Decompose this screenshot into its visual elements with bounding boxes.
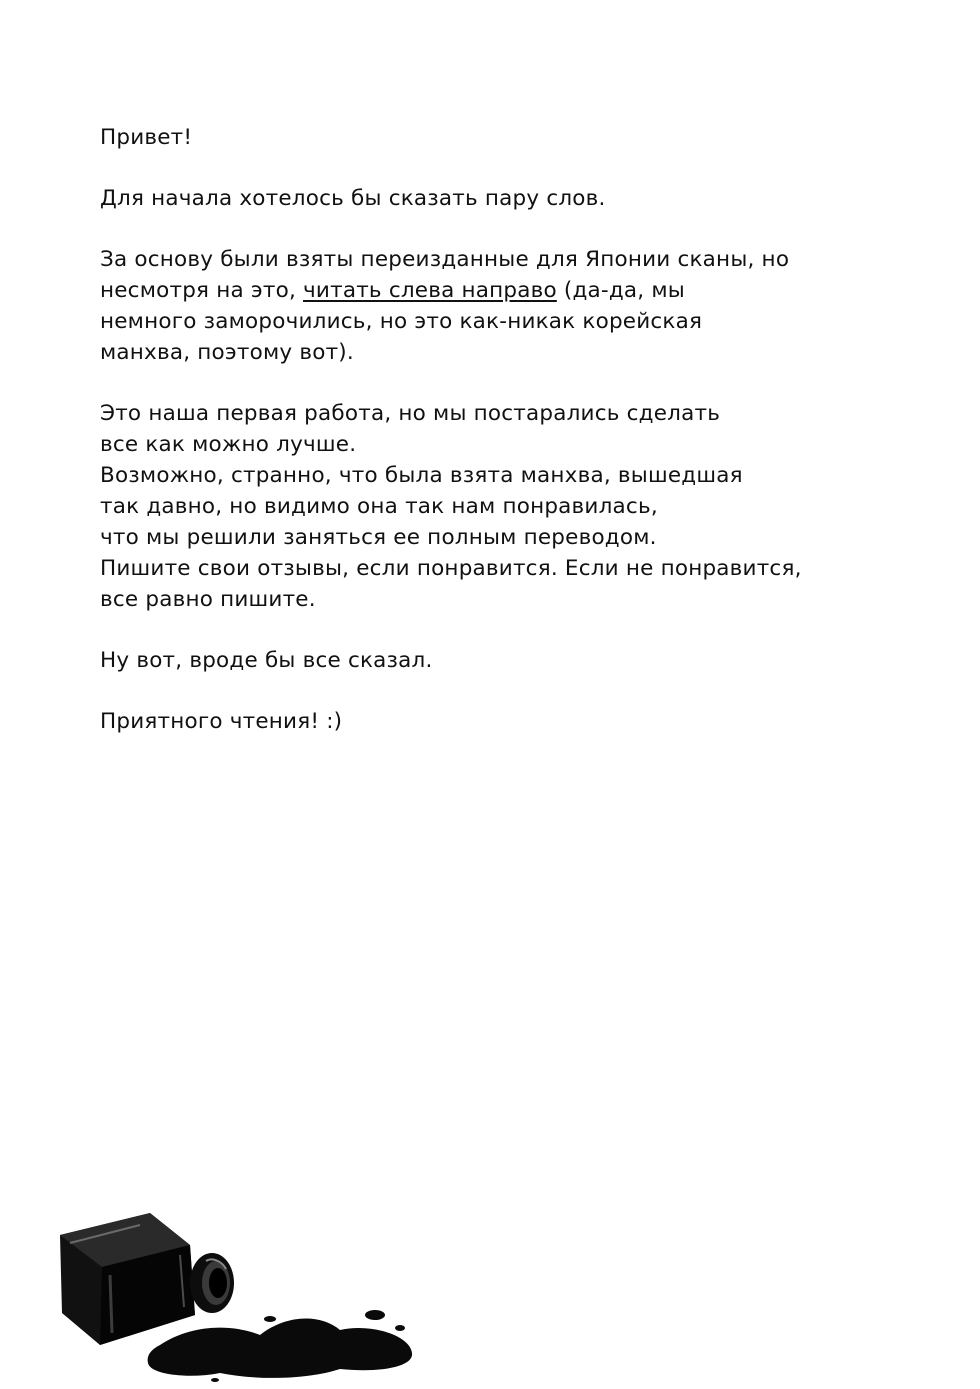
paragraph-1-line-2-start: несмотря на это,: [100, 278, 304, 303]
paragraph-2-line-5: что мы решили заняться ее полным переводом.: [100, 525, 657, 550]
spilled-ink-bottle-icon: [40, 1195, 460, 1385]
greeting: Привет!: [100, 125, 193, 150]
paragraph-1-line-2-end: (да-да, мы: [556, 278, 685, 303]
paragraph-1-line-1: За основу были взяты переизданные для Японии сканы, но: [100, 247, 790, 272]
closing-line: Ну вот, вроде бы все сказал.: [100, 648, 433, 673]
paragraph-2-line-1: Это наша первая работа, но мы постарались сделать: [100, 401, 721, 426]
paragraph-2-line-2: все как можно лучше.: [100, 432, 357, 457]
signoff-line: Приятного чтения! :): [100, 709, 343, 734]
letter-body: [100, 122, 930, 737]
paragraph-2-line-6: Пишите свои отзывы, если понравится. Если не понравится,: [100, 556, 802, 581]
paragraph-1-line-2: [100, 275, 930, 306]
paragraph-1-line-4: манхва, поэтому вот).: [100, 340, 354, 365]
intro-line: Для начала хотелось бы сказать пару слов.: [100, 186, 606, 211]
reading-direction-note: читать слева направо: [303, 278, 557, 303]
paragraph-2-line-7: все равно пишите.: [100, 587, 316, 612]
paragraph-1-line-3: немного заморочились, но это как-никак корейская: [100, 309, 703, 334]
paragraph-2-line-4: так давно, но видимо она так нам понравилась,: [100, 494, 658, 519]
paragraph-2-line-3: Возможно, странно, что была взята манхва, вышедшая: [100, 463, 743, 488]
